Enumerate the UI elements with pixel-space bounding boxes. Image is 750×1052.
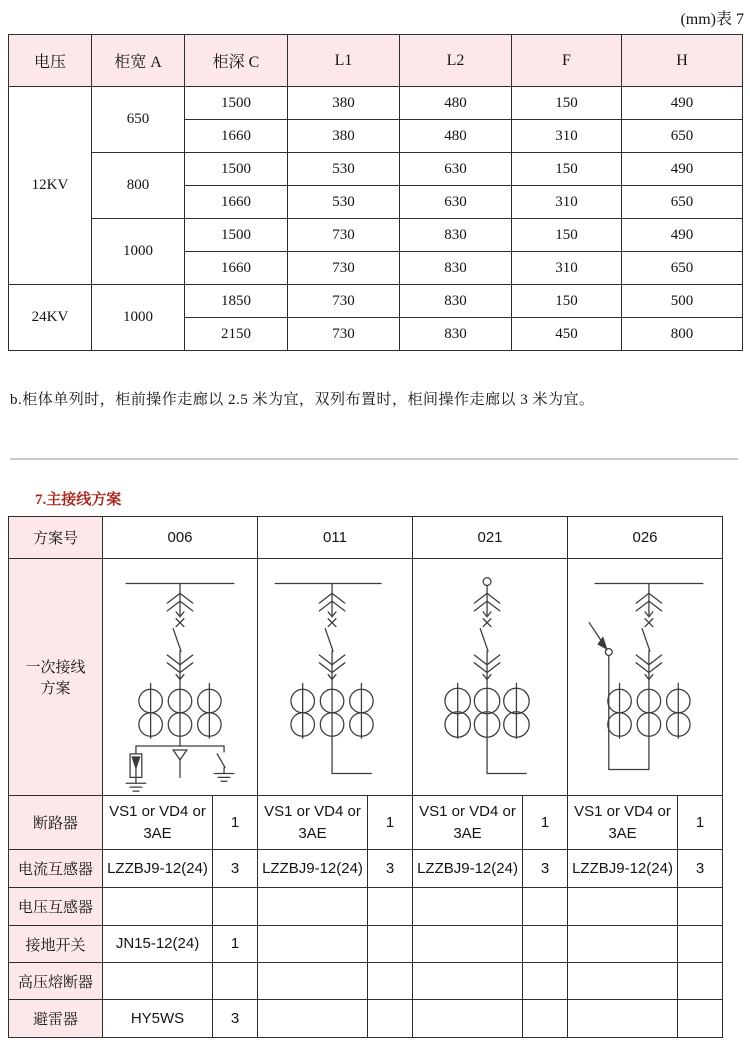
dim-cell: 800 xyxy=(622,318,743,351)
scheme-diagram-006 xyxy=(103,559,258,796)
dim-cell: 730 xyxy=(288,252,400,285)
component-qty-cell xyxy=(678,926,723,963)
component-qty-cell xyxy=(368,1000,413,1038)
component-label: 接地开关 xyxy=(9,926,103,963)
component-qty-cell xyxy=(678,963,723,1000)
table-caption: (mm)表 7 xyxy=(680,11,744,28)
table-row xyxy=(9,87,743,120)
width-cell: 650 xyxy=(92,87,185,153)
column-header-depth-c: 柜深 C xyxy=(185,35,288,87)
component-qty-cell xyxy=(523,1000,568,1038)
dim-cell: 1660 xyxy=(185,252,288,285)
dim-cell: 730 xyxy=(288,219,400,252)
dim-cell: 1850 xyxy=(185,285,288,318)
component-type-cell xyxy=(568,963,678,1000)
dim-cell: 530 xyxy=(288,186,400,219)
column-header-f: F xyxy=(512,35,622,87)
component-qty-cell xyxy=(368,963,413,1000)
width-cell: 1000 xyxy=(92,285,185,351)
dim-cell: 150 xyxy=(512,153,622,186)
component-type-cell xyxy=(258,926,368,963)
section-divider xyxy=(10,458,738,460)
component-row-voltage-transformer xyxy=(9,888,723,926)
component-type-cell: LZZBJ9-12(24) xyxy=(258,850,368,888)
component-qty-cell: 3 xyxy=(213,850,258,888)
section-heading: 7.主接线方案 xyxy=(35,492,122,508)
dim-cell: 830 xyxy=(400,318,512,351)
column-header-l2: L2 xyxy=(400,35,512,87)
dim-cell: 630 xyxy=(400,186,512,219)
dim-cell: 650 xyxy=(622,186,743,219)
component-type-cell xyxy=(413,888,523,926)
dim-cell: 150 xyxy=(512,87,622,120)
dim-cell: 630 xyxy=(400,153,512,186)
dim-cell: 830 xyxy=(400,219,512,252)
component-qty-cell: 1 xyxy=(213,926,258,963)
dim-cell: 480 xyxy=(400,120,512,153)
width-cell: 1000 xyxy=(92,219,185,285)
scheme-header-row xyxy=(9,517,723,559)
component-type-cell: LZZBJ9-12(24) xyxy=(568,850,678,888)
component-qty-cell xyxy=(523,888,568,926)
scheme-corner-label: 方案号 xyxy=(9,517,103,559)
component-type-cell: VS1 or VD4 or 3AE xyxy=(413,796,523,850)
single-line-diagram-026 xyxy=(570,560,720,795)
scheme-number-021: 021 xyxy=(413,517,568,559)
dimension-table-header-row xyxy=(9,35,743,87)
component-type-cell: LZZBJ9-12(24) xyxy=(413,850,523,888)
dim-cell: 730 xyxy=(288,285,400,318)
diagram-row-label: 一次接线方案 xyxy=(9,559,103,796)
scheme-diagram-021 xyxy=(413,559,568,796)
component-row-breaker xyxy=(9,796,723,850)
dim-cell: 1500 xyxy=(185,153,288,186)
component-type-cell xyxy=(258,963,368,1000)
component-qty-cell: 3 xyxy=(523,850,568,888)
component-label: 高压熔断器 xyxy=(9,963,103,1000)
component-qty-cell xyxy=(523,963,568,1000)
dim-cell: 730 xyxy=(288,318,400,351)
component-type-cell xyxy=(568,926,678,963)
column-header-width-a: 柜宽 A xyxy=(92,35,185,87)
component-type-cell xyxy=(103,963,213,1000)
component-type-cell: LZZBJ9-12(24) xyxy=(103,850,213,888)
voltage-cell: 24KV xyxy=(9,285,92,351)
dim-cell: 490 xyxy=(622,87,743,120)
component-qty-cell: 3 xyxy=(678,850,723,888)
width-cell: 800 xyxy=(92,153,185,219)
scheme-diagram-011 xyxy=(258,559,413,796)
scheme-number-011: 011 xyxy=(258,517,413,559)
component-type-cell xyxy=(413,1000,523,1038)
component-label: 断路器 xyxy=(9,796,103,850)
dim-cell: 310 xyxy=(512,120,622,153)
dim-cell: 310 xyxy=(512,186,622,219)
dim-cell: 310 xyxy=(512,252,622,285)
component-type-cell xyxy=(258,1000,368,1038)
component-type-cell xyxy=(568,888,678,926)
dim-cell: 490 xyxy=(622,153,743,186)
component-type-cell xyxy=(413,926,523,963)
component-qty-cell: 3 xyxy=(368,850,413,888)
dim-cell: 1500 xyxy=(185,219,288,252)
component-row-earthing-switch xyxy=(9,926,723,963)
dim-cell: 830 xyxy=(400,285,512,318)
component-qty-cell: 1 xyxy=(368,796,413,850)
dim-cell: 650 xyxy=(622,120,743,153)
dim-cell: 380 xyxy=(288,87,400,120)
component-label: 电压互感器 xyxy=(9,888,103,926)
dim-cell: 1500 xyxy=(185,87,288,120)
dim-cell: 500 xyxy=(622,285,743,318)
column-header-voltage: 电压 xyxy=(9,35,92,87)
component-type-cell: VS1 or VD4 or 3AE xyxy=(103,796,213,850)
column-header-h: H xyxy=(622,35,743,87)
table-row xyxy=(9,285,743,318)
component-qty-cell: 1 xyxy=(213,796,258,850)
table-row xyxy=(9,219,743,252)
component-label: 避雷器 xyxy=(9,1000,103,1038)
component-qty-cell xyxy=(523,926,568,963)
dim-cell: 150 xyxy=(512,285,622,318)
component-row-hv-fuse xyxy=(9,963,723,1000)
component-type-cell xyxy=(103,888,213,926)
component-type-cell xyxy=(568,1000,678,1038)
dim-cell: 450 xyxy=(512,318,622,351)
dimension-table xyxy=(8,34,743,351)
component-qty-cell: 1 xyxy=(523,796,568,850)
component-type-cell: VS1 or VD4 or 3AE xyxy=(258,796,368,850)
component-type-cell: JN15-12(24) xyxy=(103,926,213,963)
dim-cell: 480 xyxy=(400,87,512,120)
component-qty-cell xyxy=(368,926,413,963)
dim-cell: 490 xyxy=(622,219,743,252)
component-qty-cell xyxy=(678,888,723,926)
component-row-current-transformer xyxy=(9,850,723,888)
voltage-cell: 12KV xyxy=(9,87,92,285)
component-row-arrester xyxy=(9,1000,723,1038)
single-line-diagram-021 xyxy=(415,560,565,795)
scheme-number-026: 026 xyxy=(568,517,723,559)
scheme-number-006: 006 xyxy=(103,517,258,559)
component-qty-cell xyxy=(368,888,413,926)
single-line-diagram-011 xyxy=(260,560,410,795)
component-type-cell xyxy=(258,888,368,926)
scheme-diagram-026 xyxy=(568,559,723,796)
component-type-cell: VS1 or VD4 or 3AE xyxy=(568,796,678,850)
component-type-cell xyxy=(413,963,523,1000)
dim-cell: 2150 xyxy=(185,318,288,351)
column-header-l1: L1 xyxy=(288,35,400,87)
scheme-table xyxy=(8,516,723,1038)
component-type-cell: HY5WS xyxy=(103,1000,213,1038)
note-text: b.柜体单列时，柜前操作走廊以 2.5 米为宜，双列布置时，柜间操作走廊以 3 米为宜。 xyxy=(10,392,595,408)
dim-cell: 1660 xyxy=(185,120,288,153)
single-line-diagram-006 xyxy=(105,560,255,795)
dim-cell: 530 xyxy=(288,153,400,186)
diagram-row xyxy=(9,559,723,796)
dim-cell: 380 xyxy=(288,120,400,153)
component-qty-cell xyxy=(213,963,258,1000)
component-qty-cell: 1 xyxy=(678,796,723,850)
table-row xyxy=(9,153,743,186)
component-qty-cell xyxy=(678,1000,723,1038)
dim-cell: 150 xyxy=(512,219,622,252)
component-qty-cell: 3 xyxy=(213,1000,258,1038)
dim-cell: 830 xyxy=(400,252,512,285)
component-label: 电流互感器 xyxy=(9,850,103,888)
dim-cell: 650 xyxy=(622,252,743,285)
dim-cell: 1660 xyxy=(185,186,288,219)
component-qty-cell xyxy=(213,888,258,926)
